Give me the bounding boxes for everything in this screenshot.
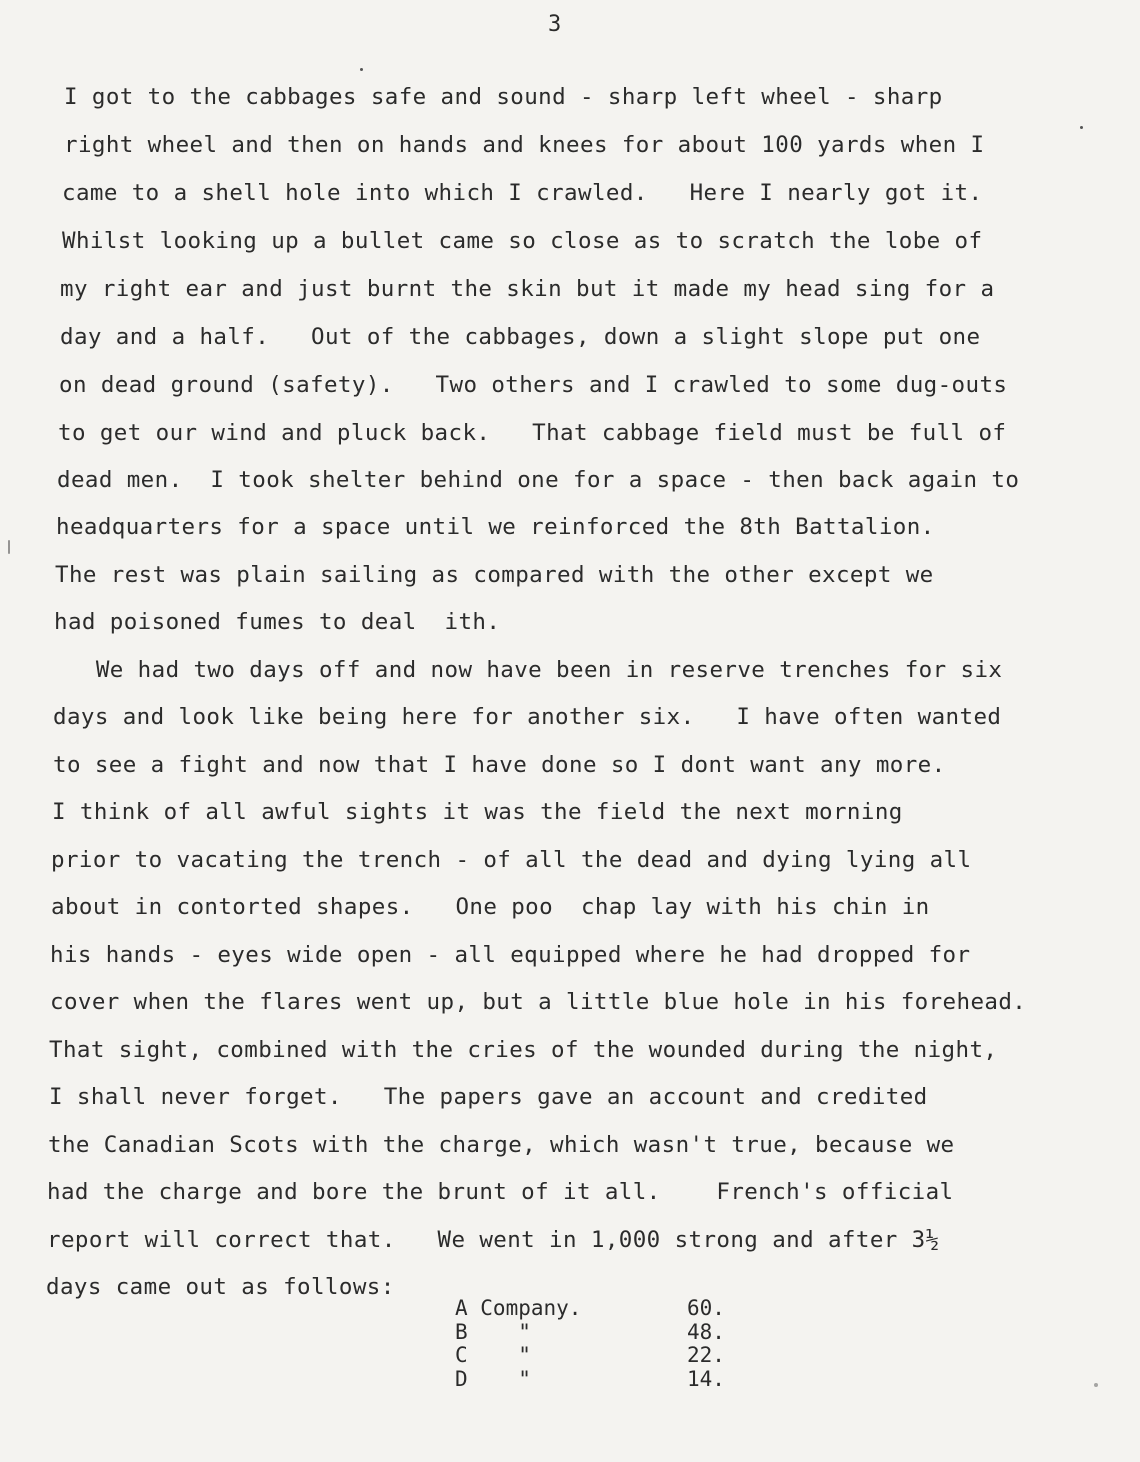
table-row <box>455 1368 747 1392</box>
page-number: 3 <box>548 12 562 37</box>
text-line: about in contorted shapes. One poo chap lay with his chin in <box>51 894 930 920</box>
text-line: headquarters for a space until we reinforced the 8th Battalion. <box>56 514 935 540</box>
company-cell: A Company. <box>455 1296 582 1320</box>
count-cell: 48. <box>687 1319 725 1344</box>
table-row <box>455 1321 747 1345</box>
text-line: prior to vacating the trench - of all the dead and dying lying all <box>51 847 972 873</box>
text-line: had poisoned fumes to deal ith. <box>54 609 501 635</box>
scan-speck <box>1080 126 1083 129</box>
count-cell: 60. <box>687 1296 725 1320</box>
casualty-table <box>455 1297 747 1391</box>
text-line: days and look like being here for another six. I have often wanted <box>53 704 1002 730</box>
text-line: cover when the flares went up, but a little blue hole in his forehead. <box>50 989 1027 1015</box>
scan-speck <box>8 540 10 554</box>
text-line: came to a shell hole into which I crawled. Here I nearly got it. <box>62 180 983 206</box>
company-cell: D " <box>455 1366 531 1391</box>
text-line: I got to the cabbages safe and sound - sharp left wheel - sharp <box>64 84 943 110</box>
text-line: right wheel and then on hands and knees for about 100 yards when I <box>64 132 985 158</box>
text-line: The rest was plain sailing as compared with the other except we <box>55 562 934 588</box>
text-line: Whilst looking up a bullet came so close as to scratch the lobe of <box>62 228 983 254</box>
text-line: on dead ground (safety). Two others and I crawled to some dug-outs <box>59 372 1008 398</box>
company-cell: C " <box>455 1343 531 1367</box>
count-cell: 22. <box>687 1343 725 1367</box>
text-line: We had two days off and now have been in reserve trenches for six <box>54 657 1003 683</box>
text-line: I think of all awful sights it was the field the next morning <box>52 799 903 825</box>
text-line: I shall never forget. The papers gave an account and credited <box>49 1084 928 1110</box>
text-line: That sight, combined with the cries of the wounded during the night, <box>49 1037 998 1063</box>
text-line: report will correct that. We went in 1,000 strong and after 3½ <box>47 1227 940 1253</box>
scan-speck <box>1094 1383 1098 1387</box>
table-row <box>455 1344 747 1368</box>
text-line: the Canadian Scots with the charge, which wasn't true, because we <box>48 1132 955 1158</box>
text-line: my right ear and just burnt the skin but it made my head sing for a <box>60 276 995 302</box>
text-line: day and a half. Out of the cabbages, down a slight slope put one <box>60 324 981 350</box>
text-line: days came out as follows: <box>46 1274 395 1300</box>
text-line: had the charge and bore the brunt of it all. French's official <box>47 1179 954 1205</box>
table-row <box>455 1297 747 1321</box>
text-line: to get our wind and pluck back. That cabbage field must be full of <box>58 420 1007 446</box>
company-cell: B " <box>455 1319 531 1344</box>
text-line: dead men. I took shelter behind one for a space - then back again to <box>57 467 1020 493</box>
text-line: his hands - eyes wide open - all equipped where he had dropped for <box>50 942 971 968</box>
scan-speck <box>360 68 363 71</box>
text-line: to see a fight and now that I have done so I dont want any more. <box>53 752 946 778</box>
count-cell: 14. <box>687 1366 725 1391</box>
